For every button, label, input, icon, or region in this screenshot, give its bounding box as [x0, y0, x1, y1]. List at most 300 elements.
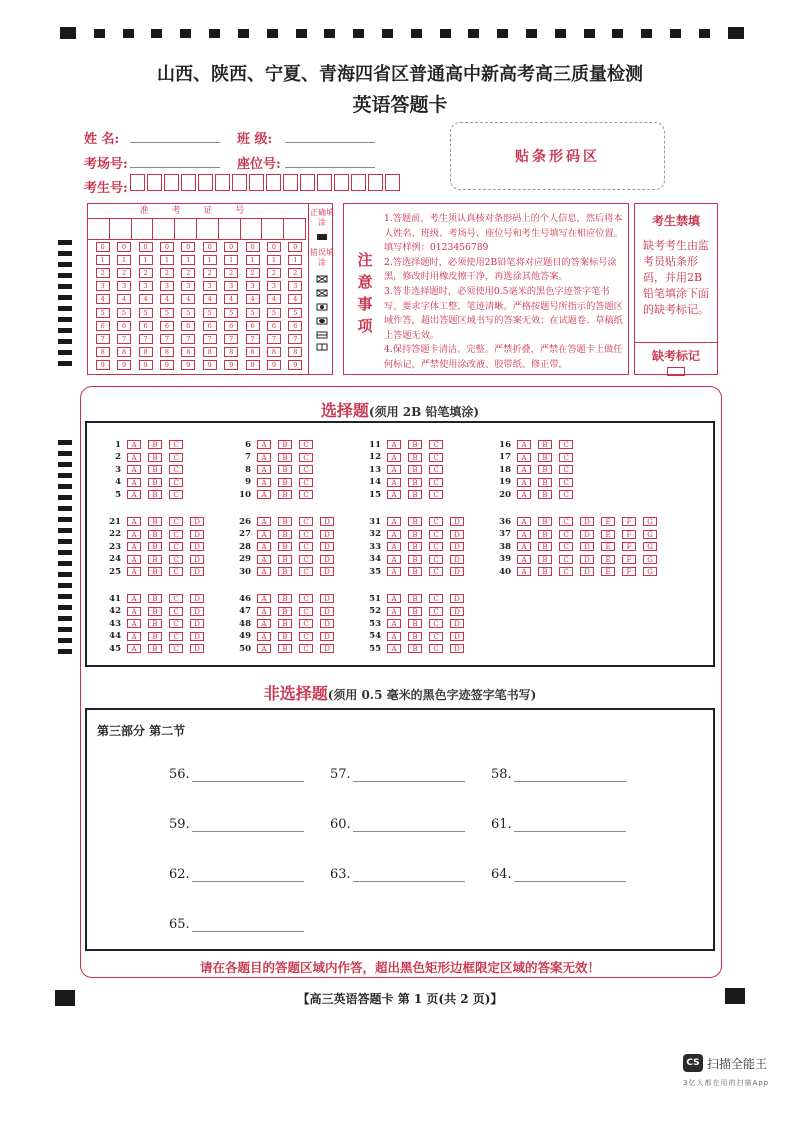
option-bubble-c[interactable]: C [299, 478, 313, 487]
option-bubble-c[interactable]: C [299, 490, 313, 499]
option-bubble-c[interactable]: C [429, 619, 443, 628]
option-bubble-c[interactable]: C [559, 567, 573, 576]
option-bubble-a[interactable]: A [257, 465, 271, 474]
digit-bubble[interactable]: 9 [96, 360, 110, 370]
option-bubble-b[interactable]: B [538, 567, 552, 576]
id-digit-box[interactable] [283, 174, 298, 191]
option-bubble-b[interactable]: B [278, 465, 292, 474]
option-bubble-a[interactable]: A [257, 567, 271, 576]
digit-bubble[interactable]: 8 [224, 347, 238, 357]
digit-bubble[interactable]: 1 [117, 255, 131, 265]
option-bubble-b[interactable]: B [408, 619, 422, 628]
option-bubble-b[interactable]: B [408, 440, 422, 449]
option-bubble-d[interactable]: D [580, 517, 594, 526]
digit-bubble[interactable]: 1 [139, 255, 153, 265]
digit-bubble[interactable]: 2 [288, 268, 302, 278]
option-bubble-f[interactable]: F [622, 555, 636, 564]
option-bubble-a[interactable]: A [127, 619, 141, 628]
digit-bubble[interactable]: 3 [224, 281, 238, 291]
option-bubble-b[interactable]: B [148, 594, 162, 603]
option-bubble-c[interactable]: C [169, 607, 183, 616]
id-digit-box[interactable] [351, 174, 366, 191]
digit-bubble[interactable]: 5 [267, 308, 281, 318]
option-bubble-c[interactable]: C [169, 440, 183, 449]
id-digit-box[interactable] [368, 174, 383, 191]
option-bubble-d[interactable]: D [450, 607, 464, 616]
option-bubble-a[interactable]: A [127, 607, 141, 616]
option-bubble-a[interactable]: A [127, 490, 141, 499]
digit-bubble[interactable]: 0 [246, 242, 260, 252]
answer-line[interactable] [353, 769, 465, 782]
option-bubble-b[interactable]: B [538, 555, 552, 564]
id-digit-box[interactable] [334, 174, 349, 191]
option-bubble-a[interactable]: A [257, 542, 271, 551]
digit-bubble[interactable]: 8 [96, 347, 110, 357]
option-bubble-a[interactable]: A [517, 478, 531, 487]
option-bubble-d[interactable]: D [190, 517, 204, 526]
digit-bubble[interactable]: 7 [267, 334, 281, 344]
option-bubble-a[interactable]: A [127, 465, 141, 474]
id-digit-box[interactable] [266, 174, 281, 191]
option-bubble-a[interactable]: A [387, 594, 401, 603]
option-bubble-b[interactable]: B [278, 490, 292, 499]
grid-columns[interactable] [88, 218, 306, 240]
option-bubble-e[interactable]: E [601, 555, 615, 564]
digit-bubble[interactable]: 8 [139, 347, 153, 357]
option-bubble-a[interactable]: A [257, 490, 271, 499]
option-bubble-e[interactable]: E [601, 542, 615, 551]
answer-blank[interactable] [491, 867, 626, 882]
option-bubble-a[interactable]: A [387, 478, 401, 487]
option-bubble-b[interactable]: B [538, 542, 552, 551]
digit-bubble[interactable]: 6 [181, 321, 195, 331]
option-bubble-b[interactable]: B [408, 517, 422, 526]
digit-bubble[interactable]: 7 [224, 334, 238, 344]
digit-bubble[interactable]: 2 [267, 268, 281, 278]
id-write-cell[interactable] [262, 218, 284, 240]
option-bubble-a[interactable]: A [387, 619, 401, 628]
option-bubble-a[interactable]: A [127, 542, 141, 551]
digit-bubble[interactable]: 8 [288, 347, 302, 357]
option-bubble-d[interactable]: D [320, 542, 334, 551]
option-bubble-a[interactable]: A [517, 517, 531, 526]
option-bubble-a[interactable]: A [387, 453, 401, 462]
option-bubble-b[interactable]: B [148, 619, 162, 628]
answer-blank[interactable] [169, 917, 304, 932]
answer-line[interactable] [353, 819, 465, 832]
option-bubble-a[interactable]: A [257, 607, 271, 616]
digit-bubble[interactable]: 2 [181, 268, 195, 278]
option-bubble-a[interactable]: A [387, 644, 401, 653]
option-bubble-a[interactable]: A [517, 555, 531, 564]
option-bubble-a[interactable]: A [127, 594, 141, 603]
id-digit-box[interactable] [300, 174, 315, 191]
option-bubble-a[interactable]: A [517, 530, 531, 539]
option-bubble-c[interactable]: C [169, 632, 183, 641]
option-bubble-b[interactable]: B [148, 465, 162, 474]
option-bubble-f[interactable]: F [622, 542, 636, 551]
digit-bubble[interactable]: 0 [203, 242, 217, 252]
option-bubble-a[interactable]: A [387, 542, 401, 551]
digit-bubble[interactable]: 8 [203, 347, 217, 357]
option-bubble-d[interactable]: D [320, 517, 334, 526]
digit-bubble[interactable]: 4 [117, 294, 131, 304]
absent-mark-box[interactable] [667, 367, 685, 376]
option-bubble-a[interactable]: A [257, 644, 271, 653]
digit-bubble[interactable]: 6 [203, 321, 217, 331]
option-bubble-b[interactable]: B [278, 607, 292, 616]
answer-blank[interactable] [330, 817, 465, 832]
option-bubble-a[interactable]: A [387, 567, 401, 576]
option-bubble-c[interactable]: C [169, 517, 183, 526]
option-bubble-b[interactable]: B [408, 542, 422, 551]
digit-bubble[interactable]: 0 [117, 242, 131, 252]
digit-bubble[interactable]: 1 [224, 255, 238, 265]
digit-bubble[interactable]: 6 [117, 321, 131, 331]
option-bubble-f[interactable]: F [622, 517, 636, 526]
option-bubble-c[interactable]: C [429, 478, 443, 487]
digit-bubble[interactable]: 4 [96, 294, 110, 304]
exam-id-grid[interactable] [87, 203, 333, 375]
option-bubble-d[interactable]: D [320, 555, 334, 564]
digit-bubble[interactable]: 5 [288, 308, 302, 318]
id-digit-box[interactable] [164, 174, 179, 191]
multiple-choice-box[interactable] [85, 421, 715, 667]
option-bubble-c[interactable]: C [169, 567, 183, 576]
option-bubble-b[interactable]: B [408, 465, 422, 474]
option-bubble-a[interactable]: A [257, 555, 271, 564]
option-bubble-b[interactable]: B [278, 567, 292, 576]
option-bubble-d[interactable]: D [580, 530, 594, 539]
option-bubble-b[interactable]: B [538, 465, 552, 474]
option-bubble-d[interactable]: D [190, 632, 204, 641]
option-bubble-c[interactable]: C [299, 465, 313, 474]
answer-blank[interactable] [169, 867, 304, 882]
answer-line[interactable] [514, 769, 626, 782]
option-bubble-b[interactable]: B [408, 478, 422, 487]
option-bubble-c[interactable]: C [559, 478, 573, 487]
option-bubble-d[interactable]: D [320, 644, 334, 653]
id-digit-box[interactable] [385, 174, 400, 191]
option-bubble-b[interactable]: B [148, 440, 162, 449]
option-bubble-b[interactable]: B [148, 530, 162, 539]
id-write-cell[interactable] [219, 218, 241, 240]
digit-bubble[interactable]: 9 [160, 360, 174, 370]
option-bubble-a[interactable]: A [517, 567, 531, 576]
option-bubble-c[interactable]: C [299, 607, 313, 616]
digit-bubble[interactable]: 0 [267, 242, 281, 252]
option-bubble-b[interactable]: B [278, 542, 292, 551]
option-bubble-b[interactable]: B [148, 490, 162, 499]
option-bubble-d[interactable]: D [320, 632, 334, 641]
option-bubble-c[interactable]: C [169, 555, 183, 564]
answer-blank[interactable] [491, 767, 626, 782]
option-bubble-b[interactable]: B [278, 440, 292, 449]
option-bubble-b[interactable]: B [538, 440, 552, 449]
option-bubble-b[interactable]: B [538, 453, 552, 462]
digit-bubble[interactable]: 6 [267, 321, 281, 331]
option-bubble-d[interactable]: D [450, 530, 464, 539]
option-bubble-b[interactable]: B [148, 555, 162, 564]
digit-bubble[interactable]: 7 [181, 334, 195, 344]
digit-bubble[interactable]: 1 [96, 255, 110, 265]
option-bubble-a[interactable]: A [257, 440, 271, 449]
digit-bubble[interactable]: 7 [117, 334, 131, 344]
option-bubble-c[interactable]: C [169, 465, 183, 474]
digit-bubble[interactable]: 9 [117, 360, 131, 370]
digit-bubble[interactable]: 5 [160, 308, 174, 318]
option-bubble-c[interactable]: C [559, 453, 573, 462]
option-bubble-c[interactable]: C [299, 632, 313, 641]
option-bubble-c[interactable]: C [299, 453, 313, 462]
answer-line[interactable] [514, 869, 626, 882]
digit-bubble[interactable]: 7 [139, 334, 153, 344]
option-bubble-a[interactable]: A [387, 465, 401, 474]
option-bubble-a[interactable]: A [257, 453, 271, 462]
digit-bubble[interactable]: 0 [160, 242, 174, 252]
option-bubble-a[interactable]: A [127, 517, 141, 526]
digit-bubble[interactable]: 1 [181, 255, 195, 265]
id-write-cell[interactable] [284, 218, 306, 240]
option-bubble-a[interactable]: A [257, 517, 271, 526]
id-write-cell[interactable] [110, 218, 132, 240]
digit-bubble[interactable]: 5 [181, 308, 195, 318]
digit-bubble[interactable]: 4 [160, 294, 174, 304]
option-bubble-b[interactable]: B [408, 490, 422, 499]
option-bubble-f[interactable]: F [622, 530, 636, 539]
id-digit-box[interactable] [232, 174, 247, 191]
id-write-cell[interactable] [88, 218, 110, 240]
option-bubble-g[interactable]: G [643, 542, 657, 551]
option-bubble-c[interactable]: C [429, 555, 443, 564]
id-digit-box[interactable] [198, 174, 213, 191]
room-field[interactable] [130, 153, 220, 168]
digit-bubble[interactable]: 2 [117, 268, 131, 278]
option-bubble-d[interactable]: D [450, 594, 464, 603]
option-bubble-b[interactable]: B [538, 478, 552, 487]
option-bubble-g[interactable]: G [643, 567, 657, 576]
option-bubble-d[interactable]: D [450, 619, 464, 628]
option-bubble-a[interactable]: A [517, 542, 531, 551]
option-bubble-d[interactable]: D [190, 555, 204, 564]
id-digit-box[interactable] [130, 174, 145, 191]
digit-bubble[interactable]: 3 [181, 281, 195, 291]
option-bubble-a[interactable]: A [127, 555, 141, 564]
option-bubble-c[interactable]: C [299, 542, 313, 551]
option-bubble-b[interactable]: B [408, 644, 422, 653]
digit-bubble[interactable]: 9 [267, 360, 281, 370]
written-answer-box[interactable] [85, 708, 715, 951]
option-bubble-b[interactable]: B [148, 567, 162, 576]
digit-bubble[interactable]: 4 [203, 294, 217, 304]
digit-bubble[interactable]: 6 [224, 321, 238, 331]
digit-bubble[interactable]: 3 [288, 281, 302, 291]
option-bubble-c[interactable]: C [559, 542, 573, 551]
digit-bubble[interactable]: 6 [139, 321, 153, 331]
option-bubble-b[interactable]: B [278, 644, 292, 653]
option-bubble-b[interactable]: B [278, 619, 292, 628]
digit-bubble[interactable]: 0 [288, 242, 302, 252]
digit-bubble[interactable]: 2 [224, 268, 238, 278]
option-bubble-f[interactable]: F [622, 567, 636, 576]
option-bubble-b[interactable]: B [278, 594, 292, 603]
option-bubble-c[interactable]: C [299, 517, 313, 526]
option-bubble-d[interactable]: D [450, 542, 464, 551]
class-field[interactable] [285, 128, 375, 143]
option-bubble-c[interactable]: C [169, 490, 183, 499]
answer-line[interactable] [192, 919, 304, 932]
option-bubble-a[interactable]: A [517, 465, 531, 474]
seat-field[interactable] [285, 153, 375, 168]
option-bubble-a[interactable]: A [127, 644, 141, 653]
option-bubble-b[interactable]: B [538, 517, 552, 526]
option-bubble-b[interactable]: B [538, 490, 552, 499]
digit-bubble[interactable]: 7 [246, 334, 260, 344]
option-bubble-c[interactable]: C [429, 644, 443, 653]
option-bubble-a[interactable]: A [127, 632, 141, 641]
id-write-cell[interactable] [153, 218, 175, 240]
option-bubble-b[interactable]: B [148, 517, 162, 526]
digit-bubble[interactable]: 5 [117, 308, 131, 318]
option-bubble-a[interactable]: A [387, 632, 401, 641]
option-bubble-d[interactable]: D [450, 517, 464, 526]
option-bubble-c[interactable]: C [299, 567, 313, 576]
option-bubble-e[interactable]: E [601, 517, 615, 526]
option-bubble-c[interactable]: C [429, 440, 443, 449]
option-bubble-d[interactable]: D [190, 607, 204, 616]
digit-bubble[interactable]: 0 [96, 242, 110, 252]
option-bubble-d[interactable]: D [580, 542, 594, 551]
digit-bubble[interactable]: 5 [96, 308, 110, 318]
digit-bubble[interactable]: 3 [117, 281, 131, 291]
option-bubble-a[interactable]: A [127, 440, 141, 449]
option-bubble-c[interactable]: C [559, 490, 573, 499]
answer-line[interactable] [514, 819, 626, 832]
digit-bubble[interactable]: 4 [246, 294, 260, 304]
digit-bubble[interactable]: 9 [139, 360, 153, 370]
digit-bubble[interactable]: 2 [96, 268, 110, 278]
option-bubble-d[interactable]: D [450, 644, 464, 653]
option-bubble-c[interactable]: C [429, 465, 443, 474]
digit-bubble[interactable]: 0 [181, 242, 195, 252]
option-bubble-c[interactable]: C [169, 619, 183, 628]
option-bubble-b[interactable]: B [278, 517, 292, 526]
option-bubble-d[interactable]: D [580, 567, 594, 576]
option-bubble-c[interactable]: C [299, 619, 313, 628]
option-bubble-d[interactable]: D [450, 632, 464, 641]
option-bubble-d[interactable]: D [190, 619, 204, 628]
option-bubble-a[interactable]: A [257, 619, 271, 628]
option-bubble-d[interactable]: D [450, 555, 464, 564]
option-bubble-d[interactable]: D [320, 607, 334, 616]
option-bubble-c[interactable]: C [559, 517, 573, 526]
answer-line[interactable] [192, 769, 304, 782]
option-bubble-a[interactable]: A [127, 530, 141, 539]
id-digit-box[interactable] [147, 174, 162, 191]
option-bubble-a[interactable]: A [517, 440, 531, 449]
answer-blank[interactable] [330, 867, 465, 882]
digit-bubble[interactable]: 4 [267, 294, 281, 304]
option-bubble-c[interactable]: C [429, 517, 443, 526]
option-bubble-a[interactable]: A [517, 453, 531, 462]
id-write-cell[interactable] [175, 218, 197, 240]
digit-bubble[interactable]: 1 [160, 255, 174, 265]
digit-bubble[interactable]: 2 [160, 268, 174, 278]
option-bubble-c[interactable]: C [299, 440, 313, 449]
answer-line[interactable] [192, 869, 304, 882]
id-write-cell[interactable] [197, 218, 219, 240]
option-bubble-c[interactable]: C [299, 530, 313, 539]
absent-mark[interactable] [635, 342, 717, 374]
option-bubble-c[interactable]: C [559, 465, 573, 474]
digit-bubble[interactable]: 9 [288, 360, 302, 370]
option-bubble-b[interactable]: B [278, 478, 292, 487]
digit-bubble[interactable]: 5 [224, 308, 238, 318]
id-digit-box[interactable] [215, 174, 230, 191]
option-bubble-e[interactable]: E [601, 567, 615, 576]
option-bubble-b[interactable]: B [278, 453, 292, 462]
digit-bubble[interactable]: 6 [246, 321, 260, 331]
option-bubble-c[interactable]: C [299, 594, 313, 603]
option-bubble-b[interactable]: B [148, 607, 162, 616]
digit-bubble[interactable]: 9 [246, 360, 260, 370]
option-bubble-c[interactable]: C [429, 490, 443, 499]
digit-bubble[interactable]: 9 [181, 360, 195, 370]
option-bubble-c[interactable]: C [429, 567, 443, 576]
option-bubble-b[interactable]: B [148, 632, 162, 641]
digit-bubble[interactable]: 5 [203, 308, 217, 318]
option-bubble-d[interactable]: D [580, 555, 594, 564]
digit-bubble[interactable]: 8 [267, 347, 281, 357]
option-bubble-c[interactable]: C [299, 555, 313, 564]
digit-bubble[interactable]: 8 [117, 347, 131, 357]
option-bubble-c[interactable]: C [169, 542, 183, 551]
id-write-cell[interactable] [241, 218, 263, 240]
id-write-cell[interactable] [132, 218, 154, 240]
option-bubble-d[interactable]: D [320, 594, 334, 603]
option-bubble-b[interactable]: B [408, 530, 422, 539]
digit-bubble[interactable]: 6 [96, 321, 110, 331]
digit-bubble[interactable]: 3 [160, 281, 174, 291]
option-bubble-c[interactable]: C [169, 453, 183, 462]
option-bubble-c[interactable]: C [169, 478, 183, 487]
option-bubble-c[interactable]: C [429, 453, 443, 462]
digit-bubble[interactable]: 3 [139, 281, 153, 291]
digit-bubble[interactable]: 7 [96, 334, 110, 344]
option-bubble-a[interactable]: A [517, 490, 531, 499]
digit-bubble[interactable]: 1 [203, 255, 217, 265]
option-bubble-b[interactable]: B [148, 644, 162, 653]
answer-line[interactable] [192, 819, 304, 832]
option-bubble-a[interactable]: A [387, 530, 401, 539]
answer-blank[interactable] [330, 767, 465, 782]
option-bubble-b[interactable]: B [148, 453, 162, 462]
option-bubble-b[interactable]: B [278, 530, 292, 539]
digit-bubble[interactable]: 4 [288, 294, 302, 304]
option-bubble-c[interactable]: C [429, 542, 443, 551]
option-bubble-c[interactable]: C [559, 530, 573, 539]
id-boxes[interactable] [130, 174, 400, 191]
digit-bubble[interactable]: 8 [160, 347, 174, 357]
digit-bubble[interactable]: 7 [288, 334, 302, 344]
digit-bubble[interactable]: 1 [288, 255, 302, 265]
digit-bubble[interactable]: 3 [267, 281, 281, 291]
option-bubble-a[interactable]: A [387, 490, 401, 499]
digit-bubble[interactable]: 3 [96, 281, 110, 291]
digit-bubble[interactable]: 7 [203, 334, 217, 344]
option-bubble-c[interactable]: C [169, 644, 183, 653]
option-bubble-c[interactable]: C [559, 440, 573, 449]
